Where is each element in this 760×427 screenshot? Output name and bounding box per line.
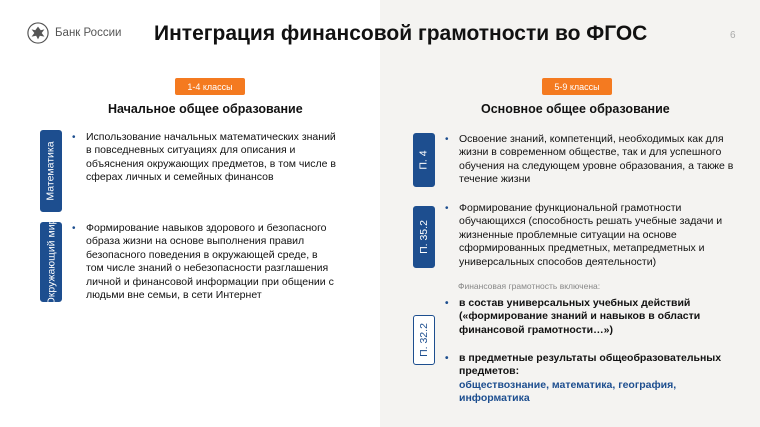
tab-p32-2: П. 32.2	[413, 315, 435, 365]
subjects-bullet: • в предметные результаты общеобразовательных предметов: обществознание, математика, география, информатика	[445, 352, 722, 405]
tab-world: Окружающий мир	[40, 222, 62, 302]
page-title: Интеграция финансовой грамотности во ФГОС	[154, 22, 648, 45]
bullet-dot-icon: •	[445, 203, 449, 214]
primary-education-heading: Начальное общее образование	[108, 102, 303, 116]
world-bullet: • Формирование навыков здорового и безопасного образа жизни на основе выполнения правил безопасного поведения в окружающей среде, в том числе знаний о небезопасности разглашения личной и финансовой информации при общении с людьми вне семьи, в сети Интернет	[72, 222, 334, 302]
fin-literacy-note: Финансовая грамотность включена:	[458, 281, 601, 291]
basic-education-heading: Основное общее образование	[481, 102, 670, 116]
bank-emblem-icon	[27, 22, 49, 44]
bullet-dot-icon: •	[72, 132, 76, 143]
bullet-dot-icon: •	[445, 353, 449, 364]
logo-text: Банк России	[55, 27, 122, 39]
bullet-dot-icon: •	[72, 223, 76, 234]
p35-2-bullet: • Формирование функциональной грамотности обучающихся (способность решать учебные задачи и жизненные проблемные ситуации на основе сформированных предметных, метапредметных и универсальных способов деятельности)	[445, 202, 723, 268]
tab-p35-2: П. 35.2	[413, 206, 435, 268]
bullet-dot-icon: •	[445, 298, 449, 309]
tab-math: Математика	[40, 130, 62, 212]
page-number: 6	[730, 30, 736, 41]
grade-badge-1-4: 1-4 классы	[175, 78, 245, 95]
uud-bullet: • в состав универсальных учебных действий («формирование знаний и навыков в области финансовой грамотности…»)	[445, 297, 701, 336]
math-bullet: • Использование начальных математических знаний в повседневных ситуациях для описания и объяснения окружающих предметов, в том числе в сферах личных и семейных финансов	[72, 131, 336, 184]
bullet-dot-icon: •	[445, 134, 449, 145]
p4-bullet: • Освоение знаний, компетенций, необходимых как для жизни в современном обществе, так и для успешного обучения на следующем уровне образования, а также в течение жизни	[445, 133, 734, 186]
grade-badge-5-9: 5-9 классы	[542, 78, 612, 95]
subjects-list: обществознание, математика, география, информатика	[459, 378, 677, 405]
tab-p4: П. 4	[413, 133, 435, 187]
logo	[27, 22, 121, 44]
